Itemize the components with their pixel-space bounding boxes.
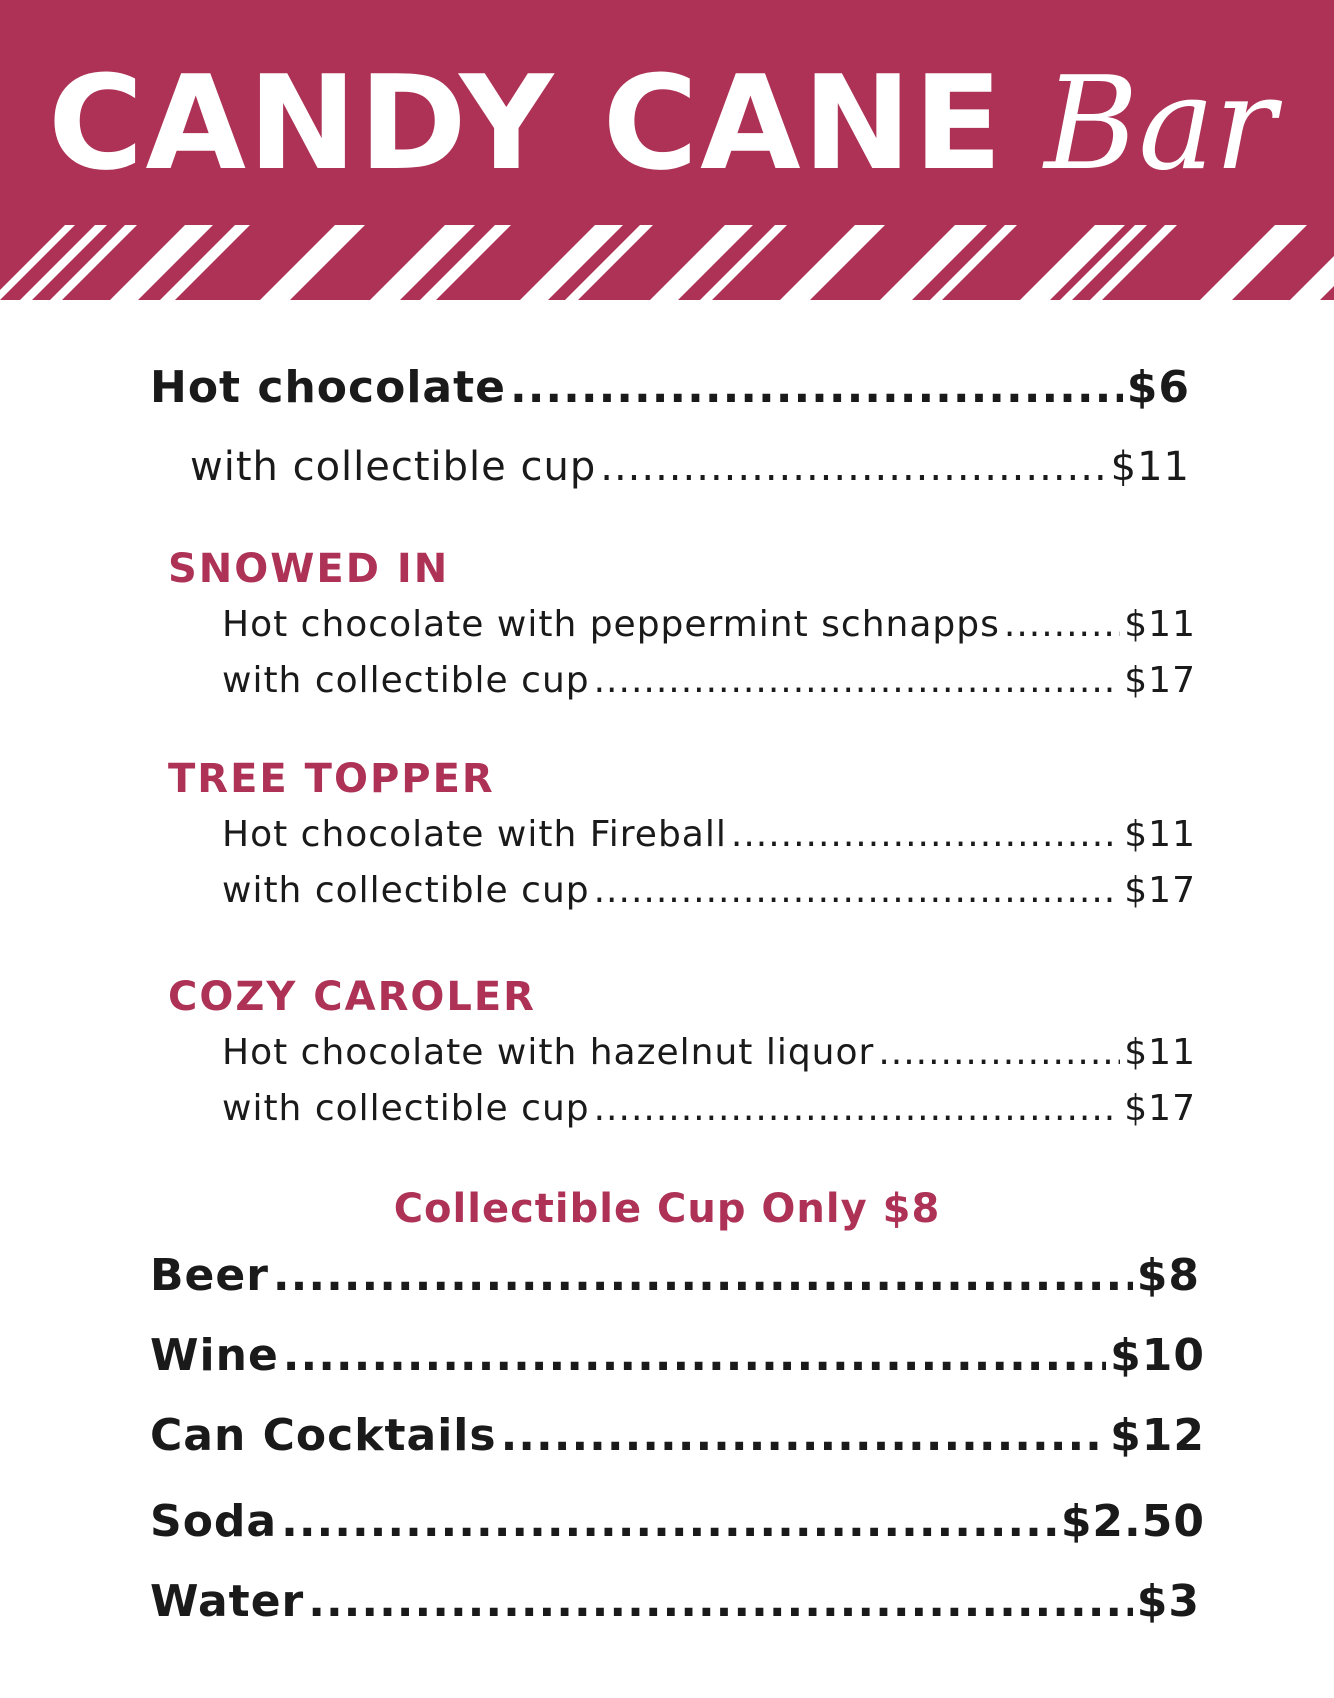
drink-item-beer xyxy=(150,1250,1200,1301)
dot-leader xyxy=(308,1576,1133,1627)
dot-leader xyxy=(1004,604,1120,645)
drink-item-water xyxy=(150,1576,1200,1627)
dot-leader xyxy=(594,660,1121,701)
item-price: $17 xyxy=(1124,660,1196,701)
drink-item-wine xyxy=(150,1330,1205,1381)
header-banner xyxy=(0,0,1334,300)
item-price: $6 xyxy=(1126,362,1190,413)
candy-cane-stripes xyxy=(0,225,1334,300)
dot-leader xyxy=(594,870,1121,911)
item-price: $3 xyxy=(1136,1576,1200,1627)
dot-leader xyxy=(600,444,1106,490)
dot-leader xyxy=(594,1088,1121,1129)
item-label: Water xyxy=(150,1576,305,1627)
section-title-snowed-in: SNOWED IN xyxy=(168,546,450,592)
item-label: with collectible cup xyxy=(190,444,597,490)
item-label: Hot chocolate with peppermint schnapps xyxy=(222,604,1000,645)
item-price: $10 xyxy=(1110,1330,1205,1381)
dot-leader xyxy=(878,1032,1120,1073)
item-label: with collectible cup xyxy=(222,660,590,701)
item-label: Wine xyxy=(150,1330,279,1381)
item-label: Hot chocolate with hazelnut liquor xyxy=(222,1032,875,1073)
item-label: Beer xyxy=(150,1250,269,1301)
menu-item-hot-chocolate-cup xyxy=(190,444,1190,490)
menu-item-snowed-in-cup xyxy=(222,660,1196,701)
item-label: with collectible cup xyxy=(222,1088,590,1129)
item-price: $11 xyxy=(1124,1032,1196,1073)
item-price: $11 xyxy=(1124,604,1196,645)
menu-title xyxy=(48,48,1276,198)
section-title-tree-topper: TREE TOPPER xyxy=(168,756,495,802)
menu-item-cozy-caroler xyxy=(222,1032,1196,1073)
dot-leader xyxy=(283,1330,1106,1381)
title-main: CANDY CANE xyxy=(48,47,1005,199)
item-price: $2.50 xyxy=(1060,1496,1205,1547)
dot-leader xyxy=(501,1410,1107,1461)
menu-item-tree-topper-cup xyxy=(222,870,1196,911)
item-label: with collectible cup xyxy=(222,870,590,911)
dot-leader xyxy=(273,1250,1133,1301)
dot-leader xyxy=(731,814,1120,855)
drink-item-can-cocktails xyxy=(150,1410,1205,1461)
item-label: Can Cocktails xyxy=(150,1410,497,1461)
section-title-cozy-caroler: COZY CAROLER xyxy=(168,974,536,1020)
dot-leader xyxy=(510,362,1123,413)
dot-leader xyxy=(281,1496,1057,1547)
collectible-cup-note: Collectible Cup Only $8 xyxy=(393,1186,941,1232)
menu-item-tree-topper xyxy=(222,814,1196,855)
item-price: $17 xyxy=(1124,1088,1196,1129)
menu-item-snowed-in xyxy=(222,604,1196,645)
item-price: $11 xyxy=(1110,444,1190,490)
item-price: $8 xyxy=(1136,1250,1200,1301)
item-price: $12 xyxy=(1110,1410,1205,1461)
menu-item-hot-chocolate xyxy=(150,362,1190,413)
item-price: $11 xyxy=(1124,814,1196,855)
item-label: Soda xyxy=(150,1496,278,1547)
menu-item-cozy-caroler-cup xyxy=(222,1088,1196,1129)
item-price: $17 xyxy=(1124,870,1196,911)
title-script: Bar xyxy=(1044,50,1276,199)
item-label: Hot chocolate with Fireball xyxy=(222,814,727,855)
item-label: Hot chocolate xyxy=(150,362,506,413)
drink-item-soda xyxy=(150,1496,1205,1547)
